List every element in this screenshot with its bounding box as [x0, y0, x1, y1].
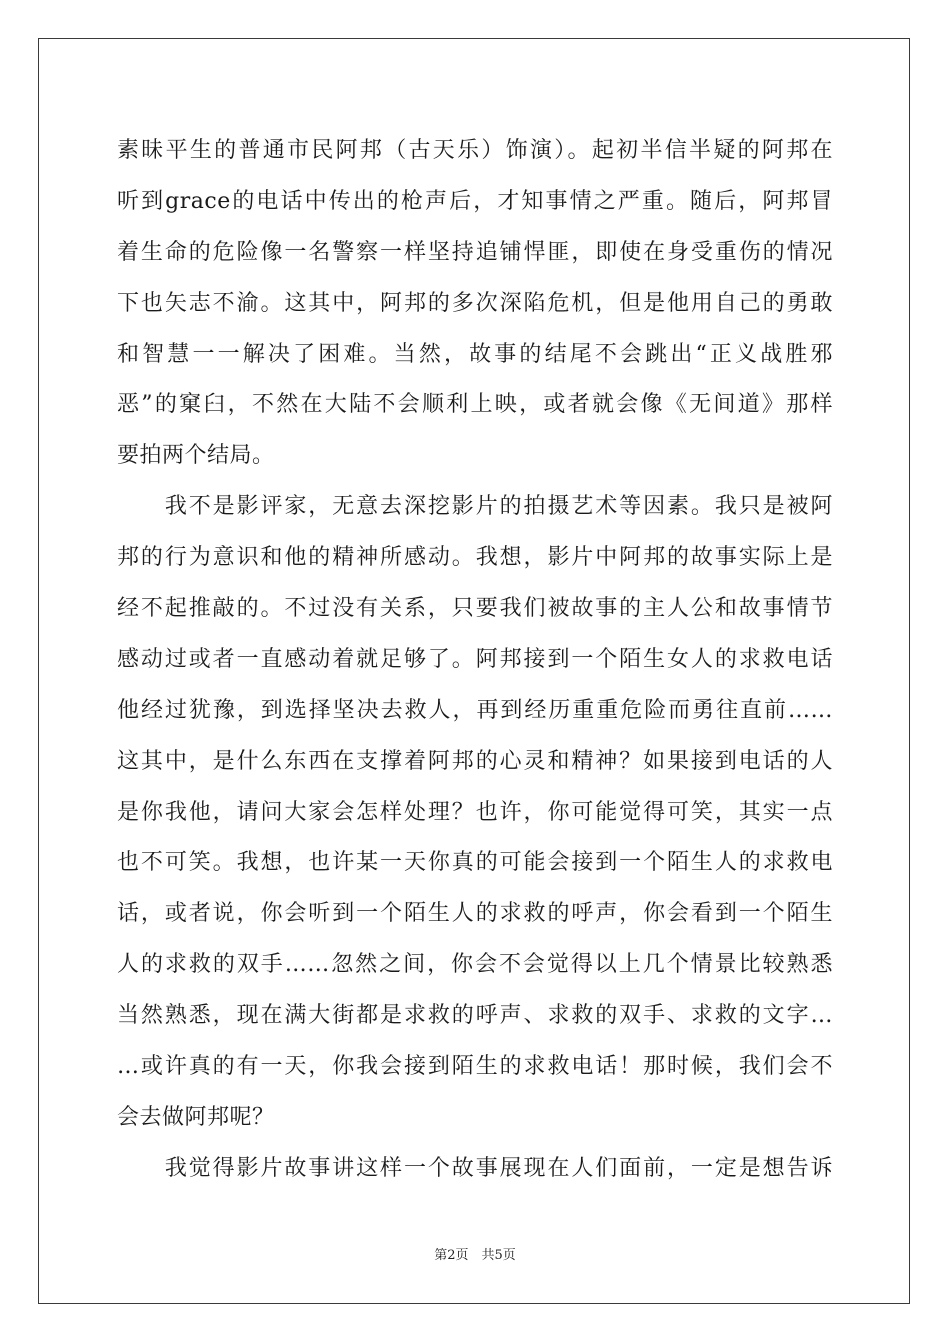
- text-line: 邦的行为意识和他的精神所感动。我想，影片中阿邦的故事实际上是: [117, 545, 833, 571]
- text-line: 经不起推敲的。不过没有关系，只要我们被故事的主人公和故事情节: [117, 596, 833, 622]
- text-line: 感动过或者一直感动着就足够了。阿邦接到一个陌生女人的求救电话: [117, 646, 833, 672]
- text-line: 也不可笑。我想，也许某一天你真的可能会接到一个陌生人的求救电: [117, 850, 833, 876]
- text-line: 人的求救的双手……忽然之间，你会不会觉得以上几个情景比较熟悉: [117, 952, 833, 978]
- text-line: 会去做阿邦呢？: [117, 1104, 275, 1130]
- text-line: 话，或者说，你会听到一个陌生人的求救的呼声，你会看到一个陌生: [117, 901, 833, 927]
- document-body: [117, 126, 833, 1195]
- text-line: 听到grace的电话中传出的枪声后，才知事情之严重。随后，阿邦冒: [117, 188, 833, 214]
- text-line: 我觉得影片故事讲这样一个故事展现在人们面前，一定是想告诉: [117, 1155, 833, 1181]
- text-line: 着生命的危险像一名警察一样坚持追铺悍匪，即使在身受重伤的情况: [117, 239, 833, 265]
- text-line: 下也矢志不渝。这其中，阿邦的多次深陷危机，但是他用自己的勇敢: [117, 290, 833, 316]
- text-line: 他经过犹豫，到选择坚决去救人，再到经历重重危险而勇往直前……: [117, 697, 833, 723]
- text-line: …或许真的有一天，你我会接到陌生的求救电话！那时候，我们会不: [117, 1054, 833, 1080]
- text-line: 素昧平生的普通市民阿邦（古天乐）饰演）。起初半信半疑的阿邦在: [117, 138, 833, 163]
- text-line: 这其中，是什么东西在支撑着阿邦的心灵和精神？如果接到电话的人: [117, 748, 833, 774]
- text-line: 和智慧一一解决了困难。当然，故事的结尾不会跳出“正义战胜邪: [117, 341, 833, 367]
- page-footer: 第2页 共5页: [434, 1248, 516, 1263]
- text-line: 恶”的窠臼，不然在大陆不会顺利上映，或者就会像《无间道》那样: [117, 392, 833, 418]
- text-line: 是你我他，请问大家会怎样处理？也许，你可能觉得可笑，其实一点: [117, 799, 833, 825]
- text-line: 我不是影评家，无意去深挖影片的拍摄艺术等因素。我只是被阿: [117, 494, 833, 520]
- text-line: 要拍两个结局。: [117, 443, 275, 469]
- text-line: 当然熟悉，现在满大街都是求救的呼声、求救的双手、求救的文字…: [117, 1003, 833, 1029]
